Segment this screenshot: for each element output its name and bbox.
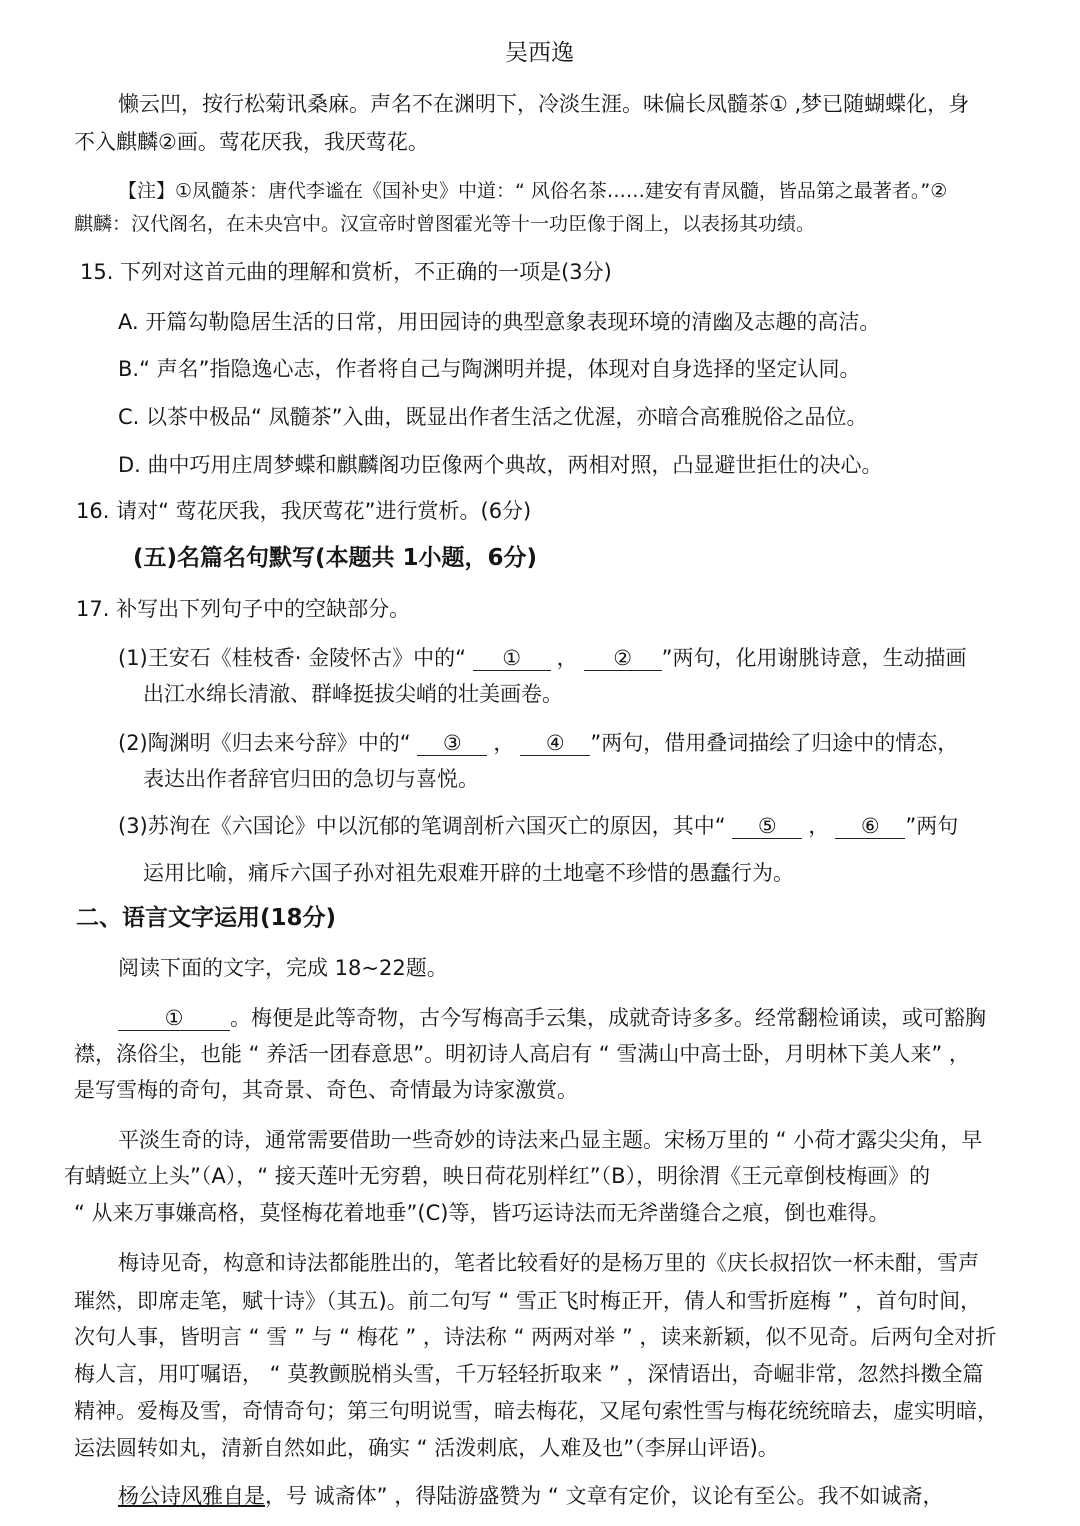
option-c: C. 以茶中极品“ 凤髓茶”入曲，既显出作者生活之优渥，亦暗合高雅脱俗之品位。: [118, 405, 868, 429]
paragraph-3-line: 次句人事，皆明言 “ 雪 ” 与 “ 梅花 ” ，诗法称 “ 两两对举 ” ，读来新颖，似不见奇。后两句全对折: [74, 1325, 997, 1349]
fill-item-2: [118, 729, 958, 757]
option-d: D. 曲中巧用庄周梦蝶和麒麟阁功臣像两个典故，两相对照，凸显避世拒仕的决心。: [118, 453, 883, 477]
paragraph-text: 。梅便是此等奇物，古今写梅高手云集，成就奇诗多多。经常翻检诵读，或可豁胸: [230, 1006, 986, 1030]
fill-item-3: [118, 812, 958, 840]
option-a: A. 开篇勾勒隐居生活的日常，用田园诗的典型意象表现环境的清幽及志趣的高洁。: [118, 310, 881, 334]
answer-blank[interactable]: ①: [473, 646, 551, 671]
fill-item-text: ”两句，借用叠词描绘了归途中的情态，: [590, 731, 959, 755]
poem-line: 懒云凹，按行松菊讯桑麻。声名不在渊明下，冷淡生涯。味偏长凤髓茶① ,梦已随蝴蝶化，身: [118, 92, 970, 116]
reading-intro: 阅读下面的文字，完成 18~22题。: [118, 956, 448, 980]
fill-item-text: (2)陶渊明《归去来兮辞》中的“: [118, 731, 418, 755]
paragraph-4-line: [118, 1482, 943, 1510]
fill-item-1: [118, 644, 967, 672]
answer-blank[interactable]: ⑤: [732, 814, 802, 839]
underlined-phrase: 杨公诗风雅自是: [118, 1484, 265, 1508]
section-heading: (五)名篇名句默写(本题共 1小题，6分): [133, 545, 538, 571]
paragraph-1-line: 是写雪梅的奇句，其奇景、奇色、奇情最为诗家激赏。: [74, 1078, 578, 1102]
paragraph-text: ，号 诚斋体” ，得陆游盛赞为 “ 文章有定价，议论有至公。我不如诚斋，: [265, 1484, 944, 1508]
fill-item-text: ”两句: [905, 814, 959, 838]
paragraph-2-line: “ 从来万事嫌高格，莫怪梅花着地垂”(C)等，皆巧运诗法而无斧凿缝合之痕，倒也难得。: [74, 1201, 890, 1225]
paragraph-2-line: 平淡生奇的诗，通常需要借助一些奇妙的诗法来凸显主题。宋杨万里的 “ 小荷才露尖尖角，早: [118, 1128, 983, 1152]
fill-item-text: ”两句，化用谢朓诗意，生动描画: [661, 646, 967, 670]
poem-line: 不入麒麟②画。莺花厌我，我厌莺花。: [74, 130, 429, 154]
separator: ，: [493, 731, 515, 755]
answer-blank[interactable]: ④: [520, 731, 590, 756]
option-b: B.“ 声名”指隐逸心志，作者将自己与陶渊明并提，体现对自身选择的坚定认同。: [118, 357, 861, 381]
annotation-line: 【注】①凤髓茶：唐代李谧在《国补史》中道：“ 风俗名茶……建安有青凤髓，皆品第之最著者。”②: [118, 180, 948, 202]
separator: ，: [556, 646, 578, 670]
paragraph-1-line: [118, 1004, 986, 1032]
question-15-stem: 15. 下列对这首元曲的理解和赏析，不正确的一项是(3分): [80, 260, 612, 284]
paragraph-1-line: 襟，涤俗尘，也能 “ 养活一团春意思”。明初诗人高启有 “ 雪满山中高士卧，月明林下美人来” ，: [74, 1042, 970, 1066]
paragraph-3-line: 璀然，即席走笔，赋十诗》（其五)。前二句写 “ 雪正飞时梅正开，倩人和雪折庭梅 ” ，首句时间，: [74, 1289, 982, 1313]
separator: ，: [808, 814, 830, 838]
annotation-line: 麒麟：汉代阁名，在未央宫中。汉宣帝时曾图霍光等十一功臣像于阁上，以表扬其功绩。: [74, 213, 816, 235]
answer-blank[interactable]: ⑥: [835, 814, 905, 839]
page-title: 吴西逸: [505, 40, 574, 66]
paragraph-3-line: 梅诗见奇，构意和诗法都能胜出的，笔者比较看好的是杨万里的《庆长叔招饮一杯未酣，雪声: [118, 1251, 979, 1275]
section-heading: 二、语言文字运用(18分): [76, 905, 337, 931]
paragraph-3-line: 精神。爱梅及雪，奇情奇句；第三句明说雪，暗去梅花，又尾句索性雪与梅花统统暗去，虚实明暗，: [74, 1399, 998, 1423]
question-17-stem: 17. 补写出下列句子中的空缺部分。: [76, 597, 411, 621]
paragraph-3-line: 运法圆转如丸，清新自然如此，确实 “ 活泼刺底，人难及也”（李屏山评语)。: [74, 1436, 779, 1460]
question-16-stem: 16. 请对“ 莺花厌我，我厌莺花”进行赏析。(6分): [76, 499, 532, 523]
fill-item-2-line2: 表达出作者辞官归田的急切与喜悦。: [143, 767, 479, 791]
fill-item-text: (3)苏洵在《六国论》中以沉郁的笔调剖析六国灭亡的原因，其中“: [118, 814, 733, 838]
answer-blank[interactable]: ②: [584, 646, 662, 671]
fill-item-3-line2: 运用比喻，痛斥六国子孙对祖先艰难开辟的土地毫不珍惜的愚蠢行为。: [143, 861, 794, 885]
paragraph-2-line: 有蜻蜓立上头”（A），“ 接天莲叶无穷碧，映日荷花别样红”（B），明徐渭《王元章倒枝梅画》的: [64, 1164, 931, 1188]
paragraph-3-line: 梅人言，用叮嘱语， “ 莫教颤脱梢头雪，千万轻轻折取来 ” ，深情语出，奇崛非常，忽然抖擞全篇: [74, 1362, 984, 1386]
fill-item-1-line2: 出江水绵长清澈、群峰挺拔尖峭的壮美画卷。: [143, 682, 563, 706]
answer-blank[interactable]: ①: [118, 1006, 230, 1031]
fill-item-text: (1)王安石《桂枝香· 金陵怀古》中的“: [118, 646, 473, 670]
answer-blank[interactable]: ③: [417, 731, 487, 756]
